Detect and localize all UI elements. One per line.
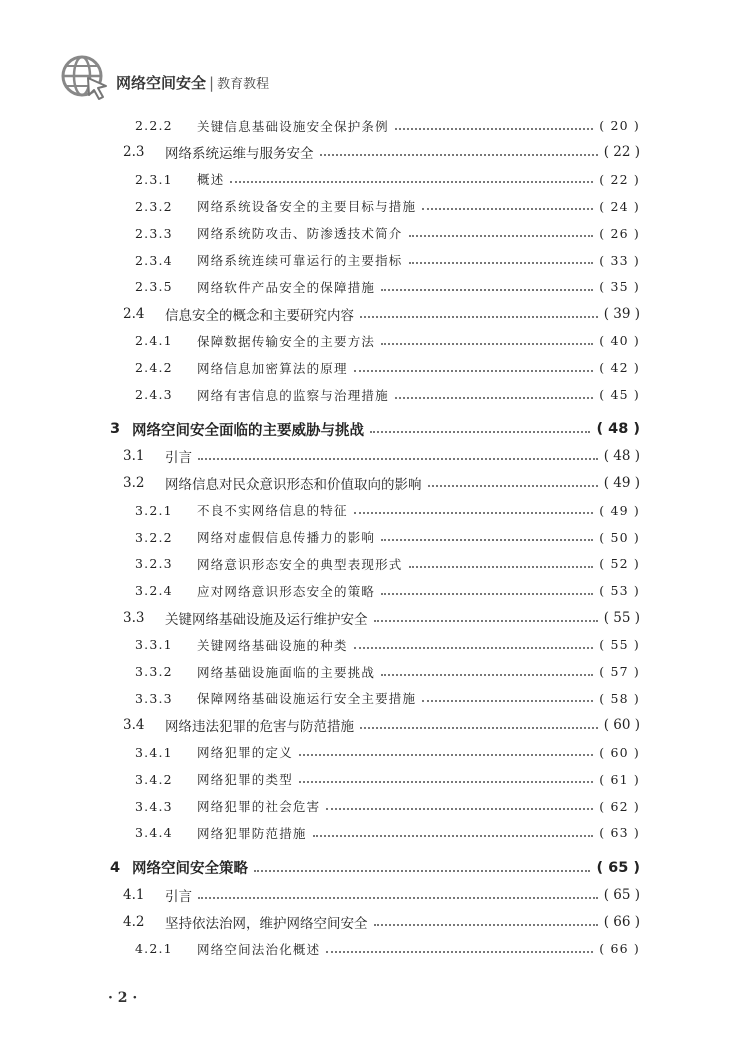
toc-entry-number: 4.1 xyxy=(123,886,145,903)
toc-entry-title: 网络意识形态安全的典型表现形式 xyxy=(197,556,403,572)
toc-entry-title: 网络犯罪防范措施 xyxy=(197,825,307,841)
toc-entry-number: 3.4.3 xyxy=(135,798,173,814)
toc-entry-number: 3.4.2 xyxy=(135,771,173,787)
toc-dot-leader xyxy=(381,674,593,676)
toc-entry-title: 关键网络基础设施的种类 xyxy=(197,637,348,653)
toc-entry[interactable] xyxy=(123,604,640,631)
toc-entry[interactable] xyxy=(135,524,640,551)
toc-entry-page: ( 61 ) xyxy=(599,771,640,787)
toc-entry-number: 3.4 xyxy=(123,717,145,734)
toc-entry-number: 3.2.4 xyxy=(135,583,173,599)
toc-entry-number: 4.2 xyxy=(123,913,145,930)
toc-entry-title: 网络系统连续可靠运行的主要指标 xyxy=(197,253,403,268)
toc-entry-number: 3.3.2 xyxy=(135,664,173,679)
toc-entry-page: ( 40 ) xyxy=(599,333,640,349)
toc-entry-title: 网络对虚假信息传播力的影响 xyxy=(197,530,376,545)
toc-dot-leader xyxy=(360,727,598,729)
toc-entry[interactable] xyxy=(135,793,640,820)
toc-dot-leader xyxy=(381,593,593,595)
toc-entry-title: 保障网络基础设施运行安全主要措施 xyxy=(197,691,417,707)
toc-entry-title: 网络犯罪的定义 xyxy=(197,745,293,761)
toc-entry-title: 信息安全的概念和主要研究内容 xyxy=(165,307,354,324)
toc-entry-number: 3.2.2 xyxy=(135,529,173,545)
toc-dot-leader xyxy=(320,154,598,156)
toc-dot-leader xyxy=(326,951,593,953)
toc-dot-leader xyxy=(198,897,598,899)
toc-entry-title: 网络违法犯罪的危害与防范措施 xyxy=(165,719,354,736)
toc-entry-page: ( 22 ) xyxy=(603,144,640,161)
globe-cursor-icon xyxy=(60,52,110,102)
toc-entry[interactable] xyxy=(123,139,640,166)
toc-entry-page: ( 63 ) xyxy=(599,825,640,841)
toc-entry[interactable] xyxy=(123,300,640,327)
toc-dot-leader xyxy=(428,485,598,487)
toc-entry-title: 网络空间安全面临的主要威胁与挑战 xyxy=(132,422,364,439)
toc-entry-title: 网络空间法治化概述 xyxy=(197,941,321,957)
toc-entry-page: ( 22 ) xyxy=(599,171,640,187)
toc-entry[interactable] xyxy=(135,166,640,193)
toc-entry-title: 网络信息对民众意识形态和价值取向的影响 xyxy=(165,477,422,494)
toc-entry-number: 3 xyxy=(110,421,121,438)
toc-entry-page: ( 26 ) xyxy=(599,225,640,241)
toc-entry-page: ( 20 ) xyxy=(599,118,640,133)
toc-entry-number: 2.4.2 xyxy=(135,360,173,376)
toc-entry-title: 概述 xyxy=(197,172,225,188)
toc-dot-leader xyxy=(326,808,593,810)
toc-entry-page: ( 24 ) xyxy=(599,198,640,214)
toc-entry[interactable] xyxy=(135,658,640,685)
toc-dot-leader xyxy=(230,181,593,183)
toc-entry[interactable] xyxy=(123,443,640,470)
toc-entry[interactable] xyxy=(135,739,640,766)
toc-entry-page: ( 55 ) xyxy=(599,637,640,653)
toc-entry-page: ( 55 ) xyxy=(603,609,640,626)
toc-entry-title: 网络基础设施面临的主要挑战 xyxy=(197,664,376,680)
toc-entry-number: 2.4.3 xyxy=(135,387,173,402)
toc-dot-leader xyxy=(395,128,593,130)
toc-entry-page: ( 50 ) xyxy=(599,529,640,545)
toc-dot-leader xyxy=(409,566,594,568)
toc-entry-number: 2.3.1 xyxy=(135,171,173,187)
toc-entry[interactable] xyxy=(135,819,640,846)
toc-entry-title: 网络信息加密算法的原理 xyxy=(197,360,348,376)
toc-entry-page: ( 62 ) xyxy=(599,798,640,814)
toc-entry[interactable] xyxy=(135,381,640,408)
toc-entry-title: 网络空间安全策略 xyxy=(132,861,248,878)
toc-entry-title: 网络系统设备安全的主要目标与措施 xyxy=(197,199,417,215)
toc-entry[interactable] xyxy=(135,497,640,524)
toc-dot-leader xyxy=(313,835,594,837)
toc-entry[interactable] xyxy=(135,577,640,604)
toc-entry-title: 引言 xyxy=(165,450,192,467)
toc-entry[interactable] xyxy=(135,193,640,220)
toc-entry[interactable] xyxy=(135,935,640,962)
toc-entry[interactable] xyxy=(135,685,640,712)
toc-entry-page: ( 60 ) xyxy=(599,744,640,760)
toc-dot-leader xyxy=(381,539,593,541)
toc-dot-leader xyxy=(381,289,593,291)
toc-dot-leader xyxy=(299,781,593,783)
toc-entry[interactable] xyxy=(135,631,640,658)
toc-entry-title: 网络犯罪的类型 xyxy=(197,772,293,788)
toc-entry-number: 3.2 xyxy=(123,475,145,492)
book-title-main: 网络空间安全 xyxy=(116,74,207,92)
toc-entry[interactable] xyxy=(110,854,640,881)
toc-entry[interactable] xyxy=(135,550,640,577)
toc-dot-leader xyxy=(360,316,598,318)
toc-entry-page: ( 66 ) xyxy=(603,913,640,930)
toc-entry[interactable] xyxy=(135,247,640,274)
toc-entry-title: 引言 xyxy=(165,888,192,905)
toc-dot-leader xyxy=(370,431,590,433)
toc-entry[interactable] xyxy=(135,112,640,139)
toc-entry[interactable] xyxy=(135,273,640,300)
toc-entry-page: ( 53 ) xyxy=(599,583,640,599)
page-number: · 2 · xyxy=(108,990,138,1006)
toc-dot-leader xyxy=(374,620,598,622)
toc-entry-title: 坚持依法治网，维护网络空间安全 xyxy=(165,915,368,932)
toc-entry-number: 3.3 xyxy=(123,609,145,626)
toc-entry[interactable] xyxy=(135,220,640,247)
toc-entry[interactable] xyxy=(135,354,640,381)
toc-dot-leader xyxy=(354,512,593,514)
toc-entry-number: 4.2.1 xyxy=(135,941,173,956)
toc-entry-title: 应对网络意识形态安全的策略 xyxy=(197,583,376,599)
toc-dot-leader xyxy=(354,370,593,372)
toc-entry[interactable] xyxy=(135,766,640,793)
toc-entry-page: ( 33 ) xyxy=(599,252,640,268)
toc-entry-page: ( 35 ) xyxy=(599,279,640,295)
toc-entry-title: 网络系统运维与服务安全 xyxy=(165,146,314,163)
toc-dot-leader xyxy=(374,924,598,926)
toc-entry-page: ( 49 ) xyxy=(603,475,640,492)
toc-entry-title: 不良不实网络信息的特征 xyxy=(197,503,348,519)
toc-entry[interactable] xyxy=(135,327,640,354)
toc-entry-number: 2.3.2 xyxy=(135,198,173,214)
toc-entry-number: 3.3.3 xyxy=(135,690,173,706)
toc-entry-number: 3.2.1 xyxy=(135,502,173,518)
toc-entry-number: 2.3.4 xyxy=(135,252,173,268)
toc-entry-page: ( 66 ) xyxy=(599,941,640,956)
toc-entry-title: 保障数据传输安全的主要方法 xyxy=(197,333,376,349)
toc-dot-leader xyxy=(254,870,590,872)
toc-entry-page: ( 49 ) xyxy=(599,502,640,518)
toc-entry-number: 3.3.1 xyxy=(135,637,173,653)
toc-entry-number: 4 xyxy=(110,859,121,876)
toc-entry-number: 2.3.3 xyxy=(135,225,173,241)
toc-entry-page: ( 65 ) xyxy=(596,859,640,876)
toc-entry-number: 2.4 xyxy=(123,305,145,322)
title-separator: | xyxy=(209,74,215,92)
toc-dot-leader xyxy=(422,208,593,210)
toc-entry[interactable] xyxy=(110,416,640,443)
toc-dot-leader xyxy=(422,700,593,702)
toc-entry-page: ( 48 ) xyxy=(603,448,640,465)
book-subtitle: 教育教程 xyxy=(217,77,270,92)
toc-entry-number: 3.4.1 xyxy=(135,744,173,760)
toc-entry-page: ( 45 ) xyxy=(599,387,640,402)
toc-entry-page: ( 39 ) xyxy=(603,305,640,322)
toc-dot-leader xyxy=(354,647,593,649)
toc-entry-page: ( 60 ) xyxy=(603,717,640,734)
toc-entry-title: 网络犯罪的社会危害 xyxy=(197,799,321,814)
toc-entry-page: ( 58 ) xyxy=(599,690,640,706)
toc-entry[interactable] xyxy=(123,470,640,497)
toc-entry-title: 关键网络基础设施及运行维护安全 xyxy=(165,611,368,628)
toc-entry-page: ( 52 ) xyxy=(599,556,640,572)
toc-dot-leader xyxy=(409,262,594,264)
toc-entry-number: 2.4.1 xyxy=(135,333,173,349)
toc-entry[interactable] xyxy=(123,712,640,739)
toc-entry[interactable] xyxy=(123,908,640,935)
toc-dot-leader xyxy=(299,754,593,756)
toc-entry-number: 3.4.4 xyxy=(135,825,173,841)
toc-entry-page: ( 65 ) xyxy=(603,886,640,903)
toc-entry-number: 3.1 xyxy=(123,448,145,465)
book-title xyxy=(116,72,269,93)
toc-entry-number: 2.3.5 xyxy=(135,279,173,295)
toc-entry-title: 网络系统防攻击、防渗透技术简介 xyxy=(197,226,403,242)
toc-entry-page: ( 57 ) xyxy=(599,664,640,679)
toc-entry[interactable] xyxy=(123,881,640,908)
toc-entry-title: 网络软件产品安全的保障措施 xyxy=(197,279,376,295)
toc-entry-page: ( 42 ) xyxy=(599,360,640,376)
toc-entry-title: 网络有害信息的监察与治理措施 xyxy=(197,387,389,403)
toc-entry-number: 2.3 xyxy=(123,144,145,161)
toc-entry-page: ( 48 ) xyxy=(596,421,640,438)
toc-entry-number: 3.2.3 xyxy=(135,556,173,572)
toc-entry-title: 关键信息基础设施安全保护条例 xyxy=(197,118,389,134)
toc-dot-leader xyxy=(395,397,593,399)
toc-dot-leader xyxy=(409,235,594,237)
page-header xyxy=(60,52,360,102)
toc-dot-leader xyxy=(198,458,598,460)
toc-entry-number: 2.2.2 xyxy=(135,118,173,133)
toc-dot-leader xyxy=(381,343,593,345)
